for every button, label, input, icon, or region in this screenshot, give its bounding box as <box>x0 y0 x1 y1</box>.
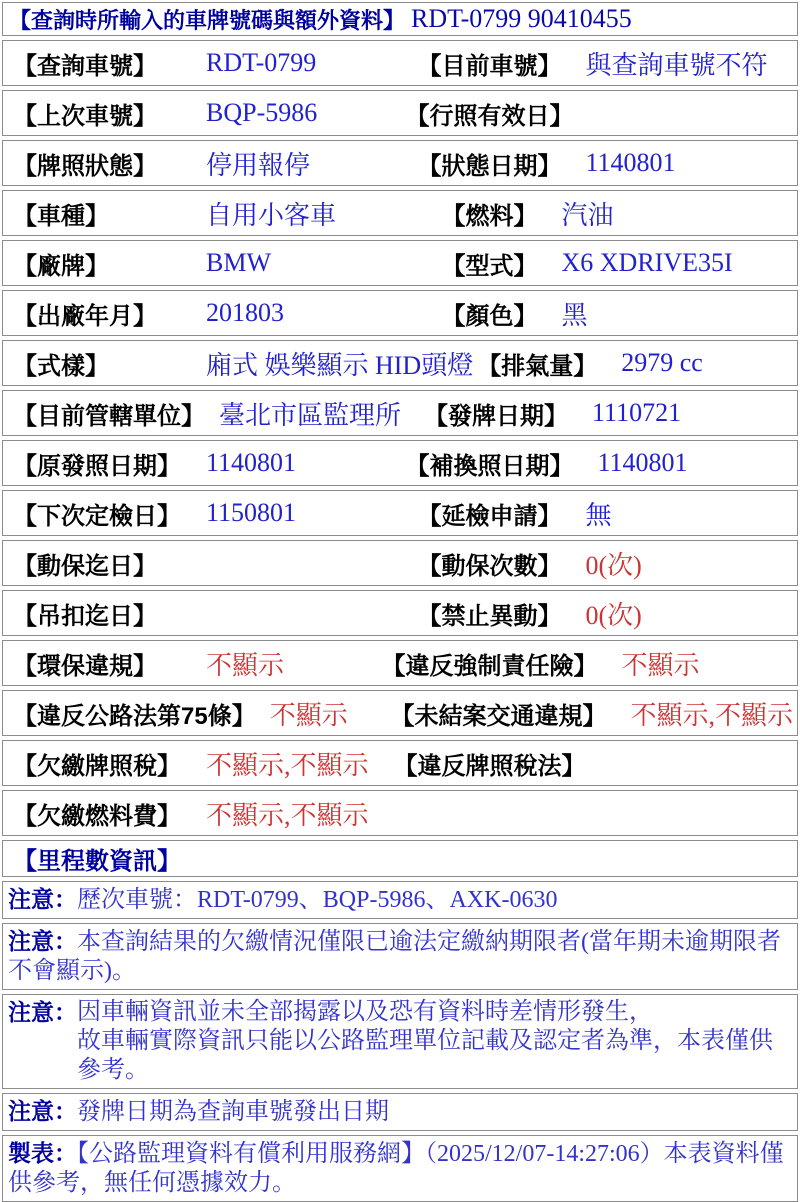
row-previous-plate <box>2 90 798 136</box>
row-next-inspection <box>2 490 798 536</box>
value-authority: 臺北市區監理所 <box>219 400 402 430</box>
value-plate-status: 停用報停 <box>206 150 311 180</box>
footer-source-name: 【公路監理資料有償利用服務網】 <box>77 1141 425 1167</box>
label-style: 【式樣】 <box>13 352 109 380</box>
value-plate-issue-date: 1110721 <box>592 398 682 427</box>
label-color: 【顏色】 <box>441 302 538 330</box>
label-compulsory-insurance-violation: 【違反強制責任險】 <box>381 652 598 680</box>
value-compulsory-insurance-violation: 不顯示 <box>621 650 700 680</box>
label-brand: 【廠牌】 <box>13 252 109 280</box>
value-next-inspection: 1150801 <box>206 498 297 527</box>
footer-disclaimer: 本表資料僅供參考，無任何憑據效力。 <box>8 1141 784 1196</box>
label-license-tax-act-violation: 【違反牌照稅法】 <box>393 752 586 780</box>
report-title-row <box>2 2 798 36</box>
row-style <box>2 340 798 386</box>
label-highway-act-75: 【違反公路法第75條】 <box>13 702 256 730</box>
value-fuel: 汽油 <box>561 200 614 230</box>
label-plate-issue-date: 【發牌日期】 <box>424 402 568 430</box>
value-original-license-date: 1140801 <box>206 448 297 477</box>
value-open-traffic-violations: 不顯示,不顯示 <box>630 700 793 730</box>
value-model: X6 XDRIVE35I <box>561 248 733 277</box>
row-vehicle-type <box>2 190 798 236</box>
label-reissue-license-date: 【補換照日期】 <box>405 452 574 480</box>
value-inspection-extension: 無 <box>585 500 612 530</box>
row-plate-status <box>2 140 798 186</box>
label-plate-status: 【牌照狀態】 <box>13 152 157 180</box>
label-license-valid-date: 【行照有效日】 <box>405 102 574 130</box>
label-mortgage-count: 【動保次數】 <box>417 552 562 580</box>
note-data-disclosure <box>2 994 798 1089</box>
footer-report-source <box>2 1135 798 1202</box>
row-manufacture-date <box>2 290 798 336</box>
row-mortgage-until <box>2 540 798 586</box>
value-status-date: 1140801 <box>585 148 676 177</box>
value-manufacture-date: 201803 <box>206 298 284 327</box>
value-style: 廂式 娛樂顯示 HID頭燈 <box>206 350 474 380</box>
value-displacement: 2979 cc <box>621 348 703 377</box>
label-displacement: 【排氣量】 <box>477 352 598 380</box>
row-original-license-date <box>2 440 798 486</box>
row-authority <box>2 390 798 436</box>
report-title-plate-and-code: RDT-0799 90410455 <box>411 4 632 33</box>
label-mortgage-until: 【動保迄日】 <box>13 552 157 580</box>
label-fuel: 【燃料】 <box>441 202 538 230</box>
note-data-disclosure-line2: 故車輛實際資訊只能以公路監理單位記載及認定者為準，本表僅供參考。 <box>77 1028 773 1083</box>
mileage-info-header: 【里程數資訊】 <box>13 848 181 875</box>
value-current-plate: 與查詢車號不符 <box>585 50 768 80</box>
label-unpaid-license-tax: 【欠繳牌照稅】 <box>13 752 181 780</box>
label-env-violation: 【環保違規】 <box>13 652 157 680</box>
label-current-plate: 【目前車號】 <box>417 52 562 80</box>
value-vehicle-type: 自用小客車 <box>206 200 337 230</box>
label-vehicle-type: 【車種】 <box>13 202 109 230</box>
value-unpaid-license-tax: 不顯示,不顯示 <box>206 750 369 780</box>
value-brand: BMW <box>206 248 271 277</box>
note-prefix: 注意： <box>8 928 77 954</box>
label-next-inspection: 【下次定檢日】 <box>13 502 181 530</box>
value-mortgage-count: 0(次) <box>585 550 642 580</box>
note-issue-date-meaning-text: 發牌日期為查詢車號發出日期 <box>77 1099 389 1125</box>
label-suspension-until: 【吊扣迄日】 <box>13 602 157 630</box>
label-inspection-extension: 【延檢申請】 <box>417 502 562 530</box>
value-reissue-license-date: 1140801 <box>597 448 688 477</box>
row-unpaid-license-tax <box>2 740 798 786</box>
note-issue-date-meaning <box>2 1093 798 1131</box>
value-transfer-prohibition: 0(次) <box>585 600 642 630</box>
row-unpaid-fuel-fee <box>2 790 798 836</box>
note-prefix: 注意： <box>8 999 77 1025</box>
row-suspension-until <box>2 590 798 636</box>
label-unpaid-fuel-fee: 【欠繳燃料費】 <box>13 802 181 830</box>
note-plate-history <box>2 881 798 919</box>
value-color: 黑 <box>561 300 588 330</box>
report-title-label: 【查詢時所輸入的車牌號碼與額外資料】 <box>9 7 406 33</box>
label-query-plate: 【查詢車號】 <box>13 52 157 80</box>
value-env-violation: 不顯示 <box>206 650 285 680</box>
label-model: 【型式】 <box>441 252 538 280</box>
label-status-date: 【狀態日期】 <box>417 152 562 180</box>
value-unpaid-fuel-fee: 不顯示,不顯示 <box>206 800 369 830</box>
note-unpaid-scope-text: 本查詢結果的欠繳情況僅限已逾法定繳納期限者(當年期未逾期限者不會顯示)。 <box>8 929 781 984</box>
label-transfer-prohibition: 【禁止異動】 <box>417 602 562 630</box>
label-manufacture-date: 【出廠年月】 <box>13 302 157 330</box>
row-highway-act-75 <box>2 690 798 736</box>
label-open-traffic-violations: 【未結案交通違規】 <box>390 702 607 730</box>
note-prefix: 注意： <box>8 886 77 912</box>
note-data-disclosure-line1: 因車輛資訊並未全部揭露以及恐有資料時差情形發生， <box>77 999 653 1025</box>
note-prefix: 注意： <box>8 1098 77 1124</box>
footer-prefix: 製表： <box>8 1140 77 1166</box>
footer-timestamp: （2025/12/07-14:27:06） <box>425 1141 664 1167</box>
label-original-license-date: 【原發照日期】 <box>13 452 181 480</box>
note-plate-history-text: 歷次車號：RDT-0799、BQP-5986、AXK-0630 <box>77 887 558 913</box>
note-data-disclosure-lines <box>77 998 791 1085</box>
row-brand <box>2 240 798 286</box>
note-unpaid-scope <box>2 923 798 990</box>
row-query-plate <box>2 40 798 86</box>
section-mileage-info <box>2 840 798 877</box>
value-highway-act-75: 不顯示 <box>269 700 348 730</box>
value-previous-plate: BQP-5986 <box>206 98 318 127</box>
label-previous-plate: 【上次車號】 <box>13 102 157 130</box>
value-query-plate: RDT-0799 <box>206 48 317 77</box>
label-authority: 【目前管轄單位】 <box>13 402 205 430</box>
row-env-violation <box>2 640 798 686</box>
